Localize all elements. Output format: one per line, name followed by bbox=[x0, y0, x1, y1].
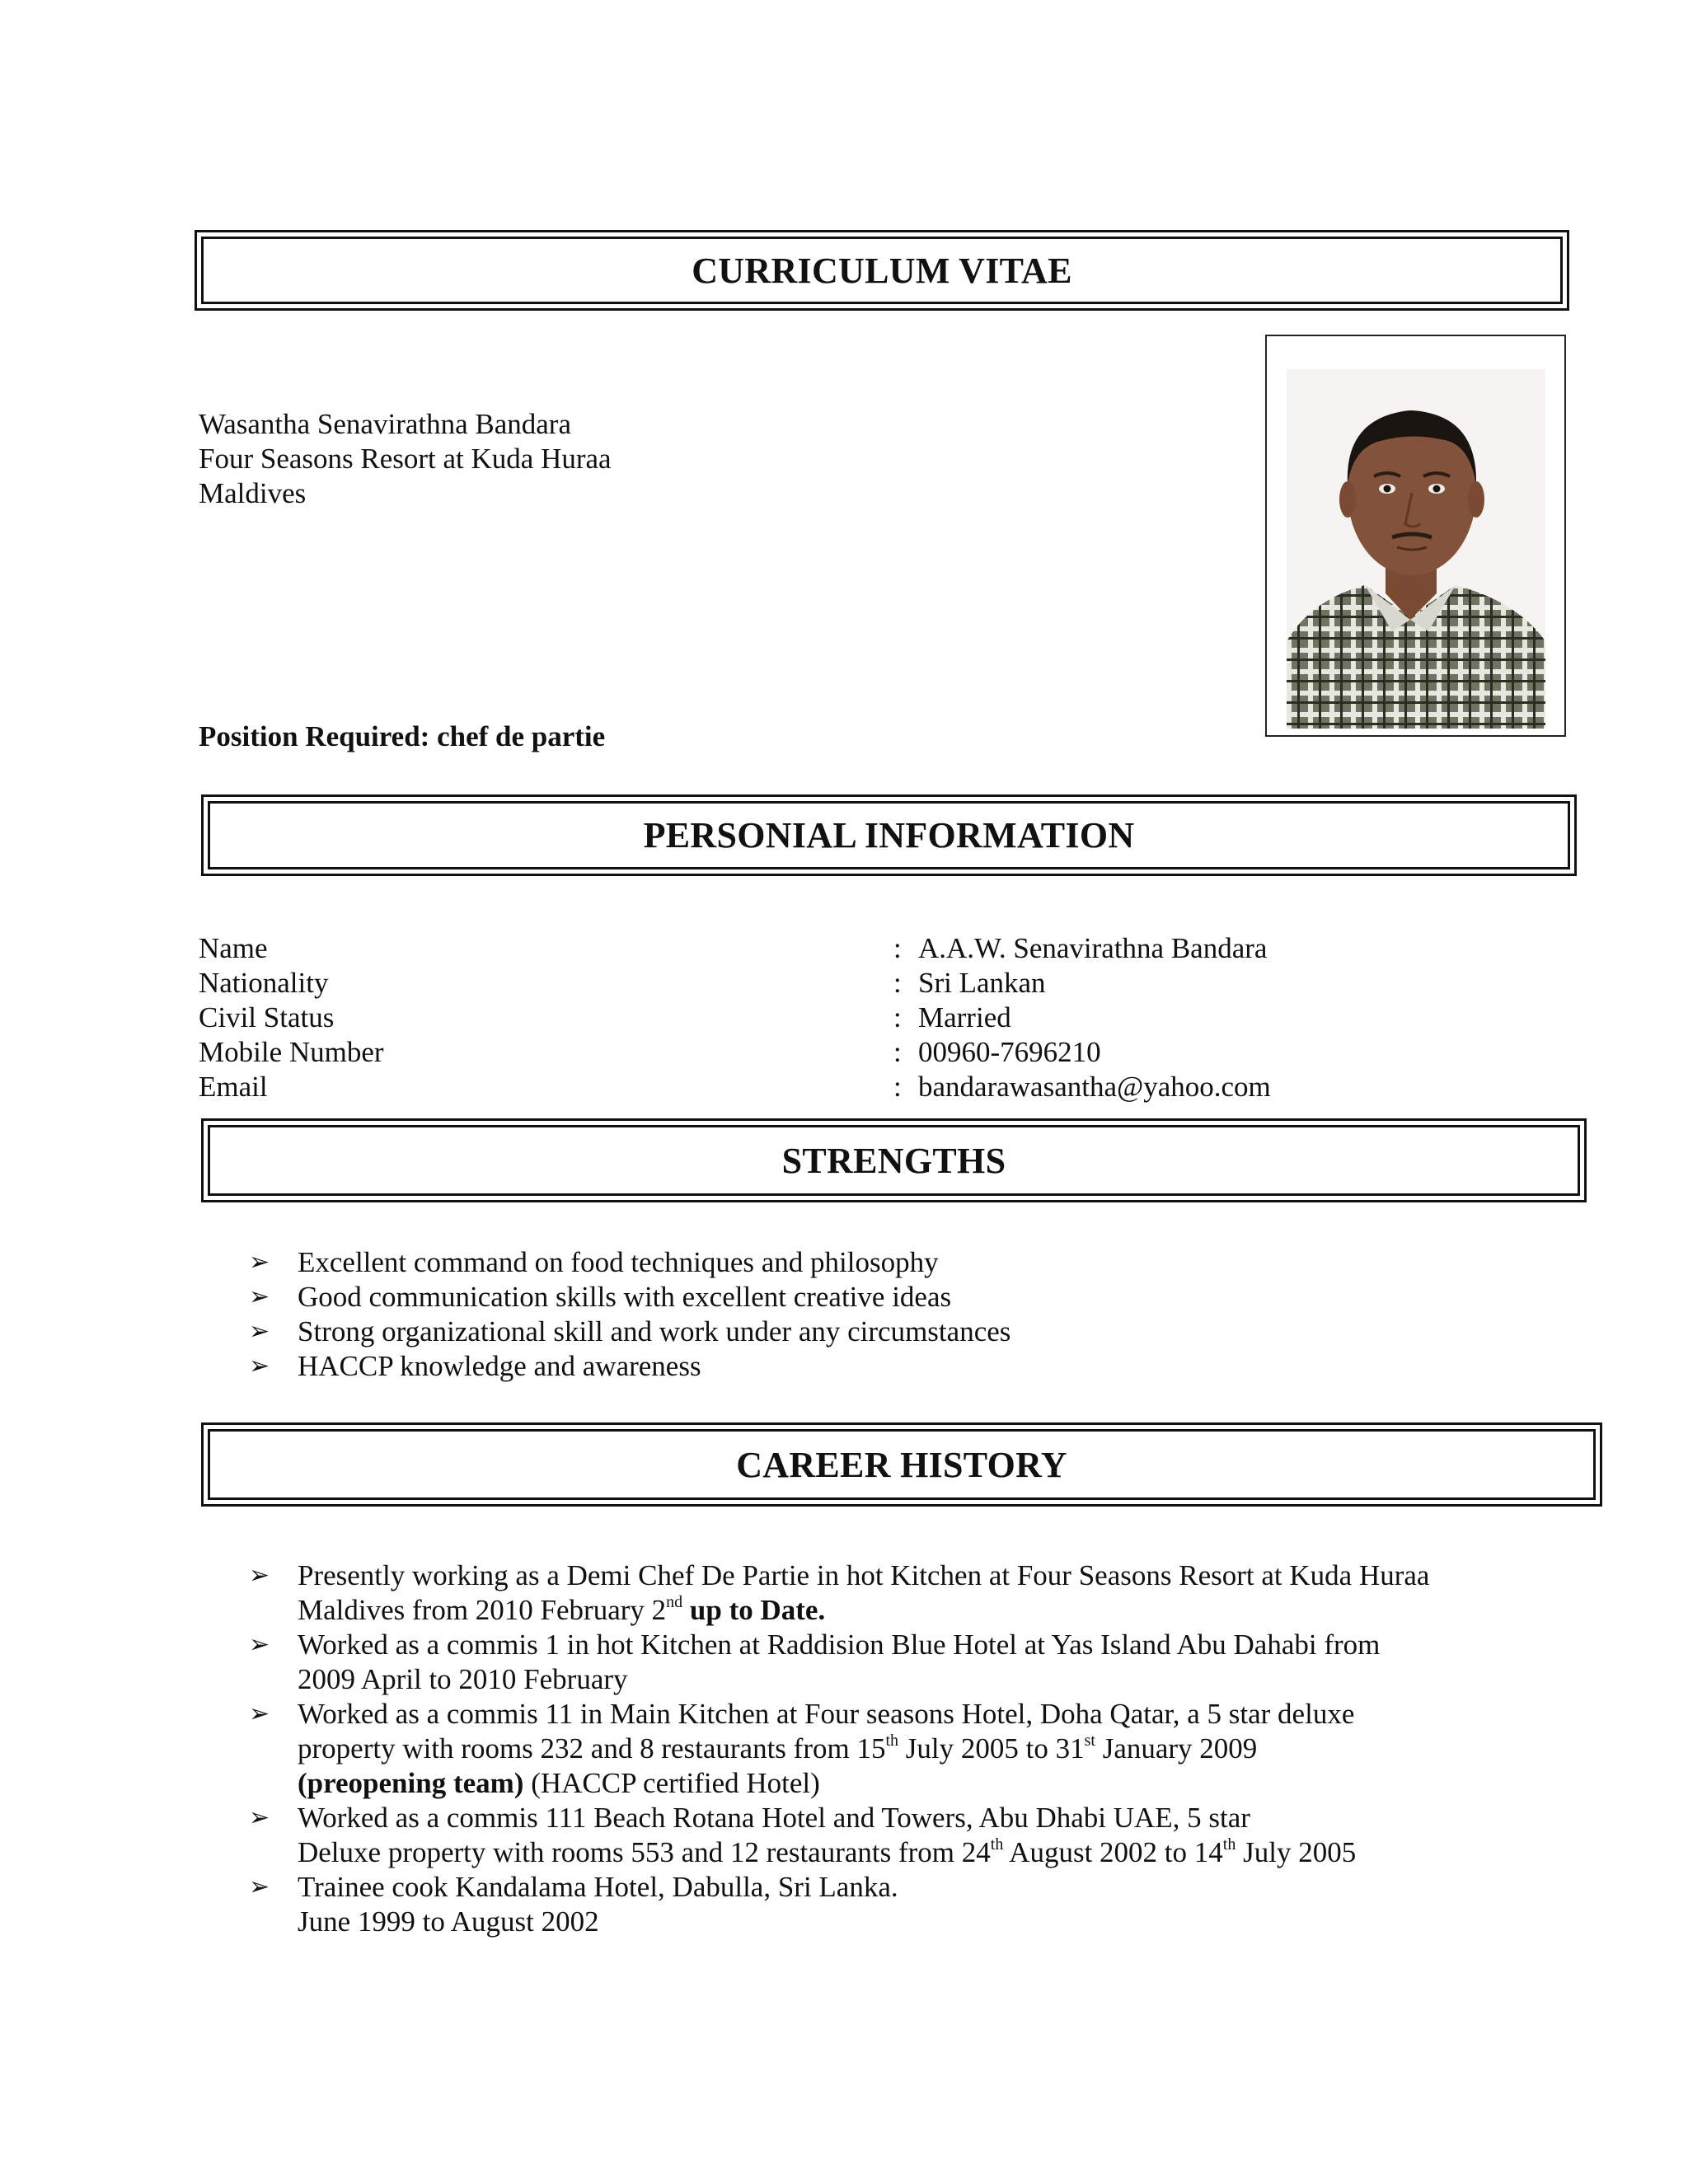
info-row-mobile bbox=[199, 1035, 1353, 1070]
profile-photo-frame bbox=[1265, 335, 1566, 737]
info-label: Civil Status bbox=[199, 1001, 335, 1033]
position-required: Position Required: chef de partie bbox=[199, 720, 606, 752]
strength-item: Strong organizational skill and work under any circumstances bbox=[298, 1315, 1011, 1347]
career-item-3-line-1: Worked as a commis 11 in Main Kitchen at Four seasons Hotel, Doha Qatar, a 5 star deluxe bbox=[298, 1698, 1355, 1730]
info-separator: : bbox=[893, 1036, 902, 1068]
strengths-heading-box bbox=[201, 1118, 1587, 1202]
career-item-4-line-1: Worked as a commis 111 Beach Rotana Hotel and Towers, Abu Dhabi UAE, 5 star bbox=[298, 1802, 1250, 1834]
info-separator: : bbox=[893, 1071, 902, 1103]
profile-photo bbox=[1287, 369, 1545, 729]
strength-item: Good communication skills with excellent creative ideas bbox=[298, 1281, 952, 1313]
career-text: January 2009 bbox=[1095, 1732, 1258, 1765]
info-label: Nationality bbox=[199, 967, 329, 999]
info-row-nationality bbox=[199, 966, 1353, 1001]
info-row-email bbox=[199, 1070, 1353, 1104]
cv-title-box bbox=[195, 230, 1569, 311]
career-item-3-line-3 bbox=[298, 1766, 820, 1801]
personal-heading: PERSONIAL INFORMATION bbox=[208, 801, 1570, 869]
career-text: July 2005 to 31 bbox=[898, 1732, 1085, 1765]
career-heading: CAREER HISTORY bbox=[208, 1429, 1596, 1500]
arrow-bullet-icon: ➢ bbox=[249, 1562, 270, 1589]
career-item-3-line-2 bbox=[298, 1732, 1257, 1766]
career-text: Maldives from 2010 February 2 bbox=[298, 1594, 667, 1626]
info-separator: : bbox=[893, 1001, 902, 1033]
superscript: th bbox=[885, 1732, 899, 1750]
info-value: A.A.W. Senavirathna Bandara bbox=[918, 932, 1268, 964]
career-text-bold: (preopening team) bbox=[298, 1767, 524, 1799]
career-item-5-line-1: Trainee cook Kandalama Hotel, Dabulla, Sri Lanka. bbox=[298, 1871, 898, 1903]
career-text: July 2005 bbox=[1236, 1836, 1357, 1868]
strengths-heading: STRENGTHS bbox=[208, 1125, 1580, 1196]
arrow-bullet-icon: ➢ bbox=[249, 1352, 270, 1380]
info-row-name bbox=[199, 931, 1353, 966]
info-separator: : bbox=[893, 967, 902, 999]
address-line-resort: Four Seasons Resort at Kuda Huraa bbox=[199, 443, 612, 475]
career-item-2-line-2: 2009 April to 2010 February bbox=[298, 1663, 628, 1695]
career-heading-box bbox=[201, 1422, 1602, 1507]
career-item-5-line-2: June 1999 to August 2002 bbox=[298, 1905, 599, 1938]
strength-item: Excellent command on food techniques and philosophy bbox=[298, 1246, 939, 1278]
info-label: Mobile Number bbox=[199, 1036, 384, 1068]
arrow-bullet-icon: ➢ bbox=[249, 1700, 270, 1727]
info-value: 00960-7696210 bbox=[918, 1036, 1101, 1068]
person-portrait-icon bbox=[1287, 369, 1545, 729]
info-value: Sri Lankan bbox=[918, 967, 1046, 999]
superscript: nd bbox=[666, 1593, 683, 1612]
info-label: Email bbox=[199, 1071, 268, 1103]
info-label: Name bbox=[199, 932, 268, 964]
address-line-country: Maldives bbox=[199, 477, 307, 509]
career-item-4-line-2 bbox=[298, 1835, 1356, 1870]
info-separator: : bbox=[893, 932, 902, 964]
strength-item: HACCP knowledge and awareness bbox=[298, 1350, 701, 1382]
career-text: August 2002 to 14 bbox=[1003, 1836, 1223, 1868]
info-value: bandarawasantha@yahoo.com bbox=[918, 1071, 1271, 1103]
info-row-civil-status bbox=[199, 1001, 1353, 1035]
career-item-2-line-1: Worked as a commis 1 in hot Kitchen at Raddision Blue Hotel at Yas Island Abu Dahabi from bbox=[298, 1629, 1381, 1661]
career-text: property with rooms 232 and 8 restaurants from 15 bbox=[298, 1732, 886, 1765]
superscript: th bbox=[1222, 1835, 1236, 1854]
personal-heading-box bbox=[201, 794, 1577, 876]
cv-title: CURRICULUM VITAE bbox=[201, 237, 1563, 304]
arrow-bullet-icon: ➢ bbox=[249, 1249, 270, 1276]
arrow-bullet-icon: ➢ bbox=[249, 1873, 270, 1900]
career-text-bold: up to Date. bbox=[682, 1594, 826, 1626]
address-line-name: Wasantha Senavirathna Bandara bbox=[199, 408, 571, 440]
career-item-1-line-1: Presently working as a Demi Chef De Partie in hot Kitchen at Four Seasons Resort at Kuda Huraa bbox=[298, 1559, 1430, 1591]
career-item-1-line-2 bbox=[298, 1593, 825, 1628]
arrow-bullet-icon: ➢ bbox=[249, 1631, 270, 1658]
career-text: Deluxe property with rooms 553 and 12 restaurants from 24 bbox=[298, 1836, 991, 1868]
info-value: Married bbox=[918, 1001, 1011, 1033]
arrow-bullet-icon: ➢ bbox=[249, 1318, 270, 1345]
superscript: th bbox=[990, 1835, 1004, 1854]
arrow-bullet-icon: ➢ bbox=[249, 1804, 270, 1831]
superscript: st bbox=[1084, 1732, 1095, 1750]
career-text: (HACCP certified Hotel) bbox=[523, 1767, 820, 1799]
arrow-bullet-icon: ➢ bbox=[249, 1283, 270, 1310]
